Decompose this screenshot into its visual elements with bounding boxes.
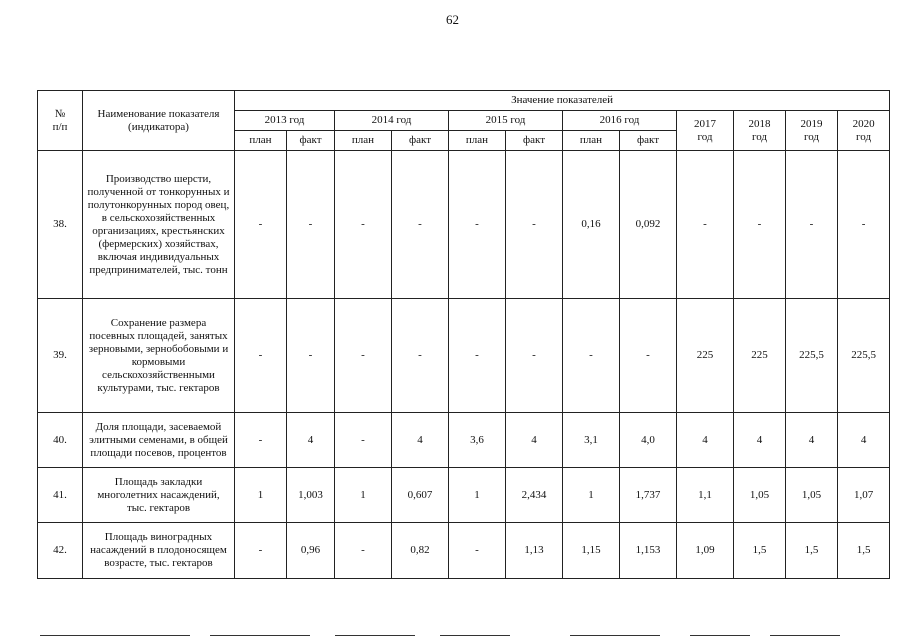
table-row [38, 151, 890, 299]
indicator-name: Производство шерсти, полученной от тонкорунных и полутонкорунных пород овец, в сельскохозяйственных организациях, крестьянских (фермерских) хозяйствах, включая индивидуальных предпринимателей, тыс. тонн [83, 151, 235, 299]
value-cell: 225 [677, 299, 734, 413]
value-cell: - [335, 523, 392, 579]
value-cell: - [449, 523, 506, 579]
value-cell: 1,07 [838, 468, 890, 523]
value-cell: - [392, 299, 449, 413]
value-cell: - [335, 151, 392, 299]
value-cell: - [235, 523, 287, 579]
value-cell: - [563, 299, 620, 413]
value-cell: 1,09 [677, 523, 734, 579]
value-cell: - [392, 151, 449, 299]
value-cell: 225,5 [838, 299, 890, 413]
value-cell: - [287, 299, 335, 413]
value-cell: - [786, 151, 838, 299]
table-row [38, 468, 890, 523]
indicators-table [37, 90, 890, 579]
value-cell: 1,737 [620, 468, 677, 523]
row-number: 38. [38, 151, 83, 299]
header-year-2015: 2015 год [449, 111, 563, 131]
value-cell: 1,5 [734, 523, 786, 579]
value-cell: 4 [392, 413, 449, 468]
value-cell: - [335, 413, 392, 468]
value-cell: 4 [734, 413, 786, 468]
indicator-name: Доля площади, засеваемой элитными семенами, в общей площади посевов, процентов [83, 413, 235, 468]
value-cell: 1,5 [838, 523, 890, 579]
value-cell: 3,1 [563, 413, 620, 468]
value-cell: - [838, 151, 890, 299]
value-cell: 225,5 [786, 299, 838, 413]
indicator-name: Площадь виноградных насаждений в плодоносящем возрасте, тыс. гектаров [83, 523, 235, 579]
value-cell: - [287, 151, 335, 299]
value-cell: 0,82 [392, 523, 449, 579]
header-year-2019: 2019 год [786, 111, 838, 151]
header-fact: факт [506, 131, 563, 151]
value-cell: 4 [506, 413, 563, 468]
header-fact: факт [392, 131, 449, 151]
header-values: Значение показателей [235, 91, 890, 111]
value-cell: 225 [734, 299, 786, 413]
value-cell: 1 [335, 468, 392, 523]
value-cell: 1,15 [563, 523, 620, 579]
value-cell: 4,0 [620, 413, 677, 468]
value-cell: 0,607 [392, 468, 449, 523]
value-cell: 1,05 [734, 468, 786, 523]
value-cell: - [620, 299, 677, 413]
value-cell: 1,5 [786, 523, 838, 579]
value-cell: 0,96 [287, 523, 335, 579]
header-plan: план [335, 131, 392, 151]
header-year-2017: 2017 год [677, 111, 734, 151]
row-number: 40. [38, 413, 83, 468]
value-cell: 4 [838, 413, 890, 468]
header-num: № п/п [38, 91, 83, 151]
value-cell: 3,6 [449, 413, 506, 468]
value-cell: 1,1 [677, 468, 734, 523]
table-row [38, 299, 890, 413]
value-cell: 1 [449, 468, 506, 523]
table-row [38, 413, 890, 468]
value-cell: 2,434 [506, 468, 563, 523]
indicator-name: Площадь закладки многолетних насаждений, тыс. гектаров [83, 468, 235, 523]
header-plan: план [449, 131, 506, 151]
table-row [38, 523, 890, 579]
value-cell: 4 [786, 413, 838, 468]
row-number: 41. [38, 468, 83, 523]
header-year-2016: 2016 год [563, 111, 677, 131]
value-cell: 0,16 [563, 151, 620, 299]
value-cell: 4 [677, 413, 734, 468]
value-cell: 0,092 [620, 151, 677, 299]
value-cell: - [449, 299, 506, 413]
value-cell: 4 [287, 413, 335, 468]
row-number: 42. [38, 523, 83, 579]
value-cell: - [677, 151, 734, 299]
header-year-2020: 2020 год [838, 111, 890, 151]
page-number: 62 [446, 12, 459, 27]
value-cell: - [235, 299, 287, 413]
value-cell: 1 [235, 468, 287, 523]
header-year-2014: 2014 год [335, 111, 449, 131]
value-cell: 1 [563, 468, 620, 523]
value-cell: - [449, 151, 506, 299]
header-plan: план [563, 131, 620, 151]
value-cell: - [734, 151, 786, 299]
header-plan: план [235, 131, 287, 151]
scan-artifacts [0, 632, 905, 638]
row-number: 39. [38, 299, 83, 413]
value-cell: - [335, 299, 392, 413]
value-cell: 1,003 [287, 468, 335, 523]
value-cell: - [506, 299, 563, 413]
value-cell: 1,153 [620, 523, 677, 579]
value-cell: 1,05 [786, 468, 838, 523]
header-fact: факт [620, 131, 677, 151]
header-year-2013: 2013 год [235, 111, 335, 131]
value-cell: - [235, 151, 287, 299]
header-name: Наименование показателя (индикатора) [83, 91, 235, 151]
value-cell: 1,13 [506, 523, 563, 579]
indicator-name: Сохранение размера посевных площадей, занятых зерновыми, зернобобовыми и кормовыми сельскохозяйственными культурами, тыс. гектаров [83, 299, 235, 413]
header-fact: факт [287, 131, 335, 151]
value-cell: - [235, 413, 287, 468]
header-year-2018: 2018 год [734, 111, 786, 151]
value-cell: - [506, 151, 563, 299]
